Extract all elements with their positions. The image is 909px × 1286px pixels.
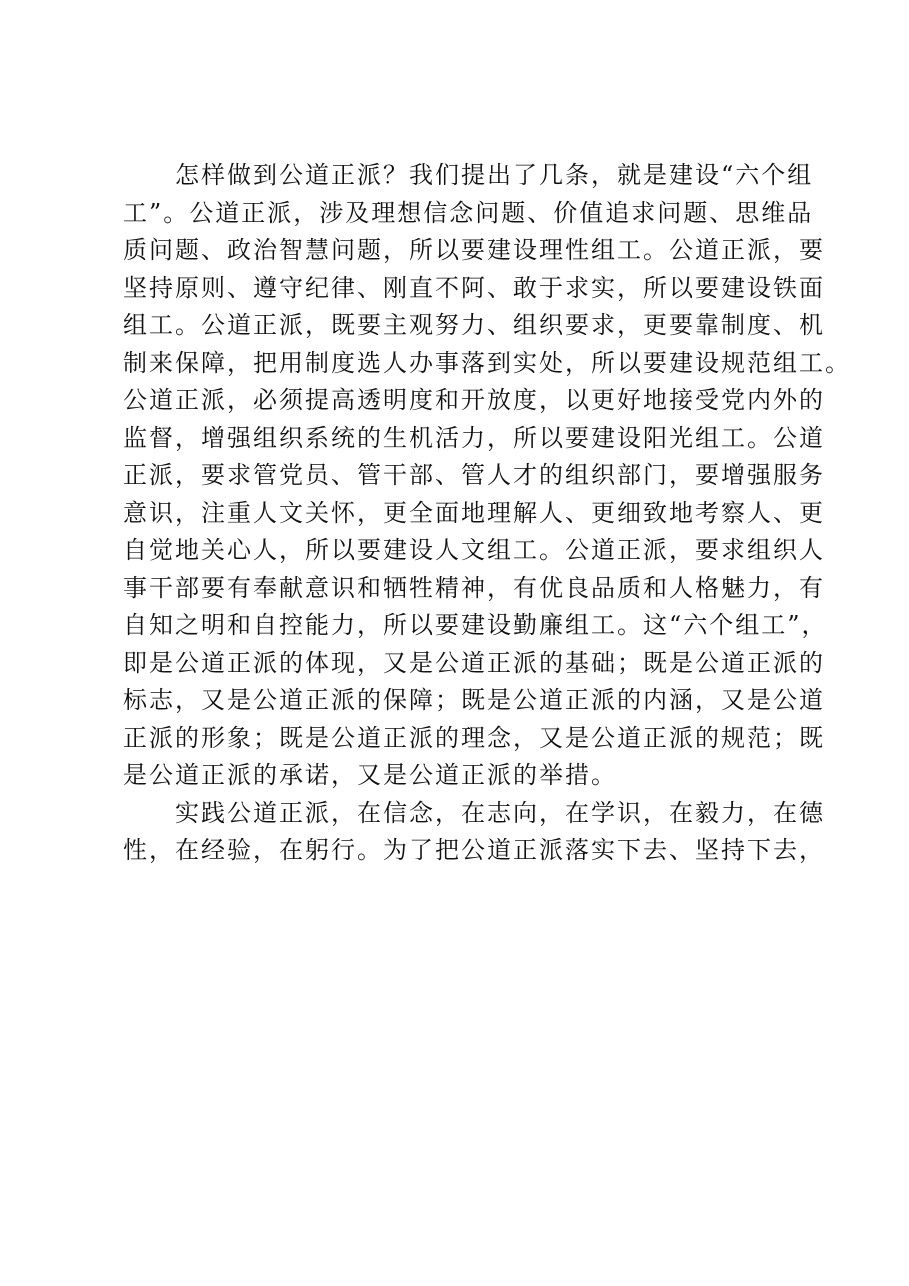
paragraph-line: 工”。公道正派，涉及理想信念问题、价值追求问题、思维品 <box>123 198 814 227</box>
paragraph-line: 事干部要有奉献意识和牺牲精神，有优良品质和人格魅力，有 <box>123 573 825 602</box>
paragraph-line: 监督，增强组织系统的生机活力，所以要建设阳光组工。公道 <box>123 423 825 452</box>
paragraph-line: 正派的形象；既是公道正派的理念，又是公道正派的规范；既 <box>123 723 825 752</box>
paragraph-line: 公道正派，必须提高透明度和开放度，以更好地接受党内外的 <box>123 386 825 414</box>
paragraph-six-zugong <box>123 157 851 795</box>
paragraph-line: 即是公道正派的体现，又是公道正派的基础；既是公道正派的 <box>123 648 825 677</box>
paragraph-line: 意识，注重人文关怀，更全面地理解人、更细致地考察人、更 <box>123 498 825 527</box>
paragraph-practice <box>123 795 825 870</box>
paragraph-line: 制来保障，把用制度选人办事落到实处，所以要建设规范组工。 <box>123 348 851 377</box>
paragraph-line: 标志，又是公道正派的保障；既是公道正派的内涵，又是公道 <box>123 686 825 714</box>
document-body <box>123 157 851 870</box>
paragraph-line: 质问题、政治智慧问题，所以要建设理性组工。公道正派，要 <box>123 236 825 264</box>
paragraph-line: 正派，要求管党员、管干部、管人才的组织部门，要增强服务 <box>123 461 825 489</box>
paragraph-line: 自觉地关心人，所以要建设人文组工。公道正派，要求组织人 <box>123 536 825 564</box>
paragraph-line: 怎样做到公道正派？我们提出了几条，就是建设“六个组 <box>175 161 814 189</box>
paragraph-line: 坚持原则、遵守纪律、刚直不阿、敢于求实，所以要建设铁面 <box>123 273 825 302</box>
paragraph-line: 是公道正派的承诺，又是公道正派的举措。 <box>123 761 617 789</box>
paragraph-line: 性，在经验，在躬行。为了把公道正派落实下去、坚持下去， <box>123 836 825 864</box>
paragraph-line: 自知之明和自控能力，所以要建设勤廉组工。这“六个组工”， <box>123 611 828 639</box>
paragraph-line: 实践公道正派，在信念，在志向，在学识，在毅力，在德 <box>175 798 825 827</box>
paragraph-line: 组工。公道正派，既要主观努力、组织要求，更要靠制度、机 <box>123 311 825 339</box>
